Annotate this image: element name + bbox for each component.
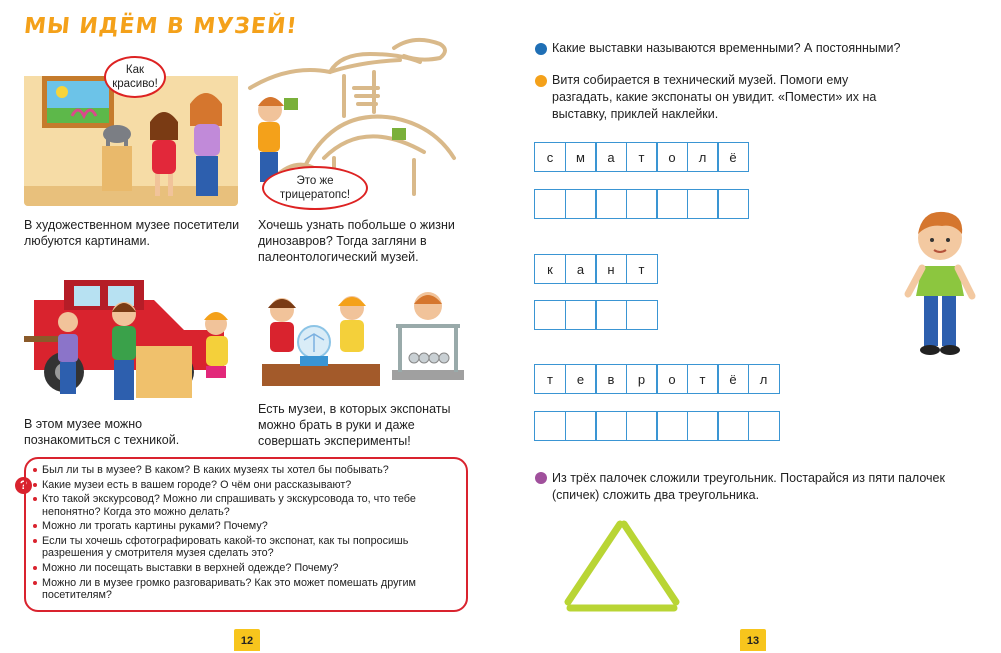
dino-speech-bubble: Это же трицератопс! <box>262 166 368 210</box>
list-item: Был ли ты в музее? В каком? В каких музеях ты хотел бы побывать? <box>42 464 458 476</box>
answer-cell[interactable] <box>717 189 749 219</box>
answer-cells-2 <box>534 300 656 330</box>
questions-list <box>42 464 458 601</box>
letter-cell: в <box>595 364 627 394</box>
list-item: Кто такой экскурсовод? Можно ли спрашивать у экскурсовода то, что тебе непонятно? Когда это можно делать? <box>42 493 458 517</box>
task-anagram-text: Витя собирается в технический музей. Помоги ему разгадать, какие экспонаты он увидит. «Помести» их на выставку, приклей наклейки. <box>552 73 877 121</box>
list-item: Какие музеи есть в вашем городе? О чём они рассказывают? <box>42 479 458 491</box>
letter-cell: е <box>565 364 597 394</box>
answer-cells-1 <box>534 189 748 219</box>
letter-cell: ё <box>717 364 749 394</box>
letter-cell: н <box>595 254 627 284</box>
answer-cell[interactable] <box>534 189 566 219</box>
letter-cell: к <box>534 254 566 284</box>
answer-cell[interactable] <box>748 411 780 441</box>
anagram-letters-2 <box>534 254 656 284</box>
letter-cell: т <box>534 364 566 394</box>
letter-cell: а <box>565 254 597 284</box>
page-title: МЫ ИДЁМ В МУЗЕЙ! <box>22 14 299 39</box>
question-exhibitions: Какие выставки называются временными? А постоянными? <box>552 41 901 55</box>
boy-vitya-illustration <box>900 210 980 356</box>
discussion-questions-box <box>24 457 468 612</box>
answer-cells-3 <box>534 411 778 441</box>
anagram-letters-1 <box>534 142 748 172</box>
tech-museum-illustration <box>24 260 242 408</box>
answer-cell[interactable] <box>565 189 597 219</box>
answer-cell[interactable] <box>595 189 627 219</box>
letter-cell: ё <box>717 142 749 172</box>
letter-cell: о <box>656 364 688 394</box>
answer-cell[interactable] <box>565 300 597 330</box>
list-item: Если ты хочешь сфотографировать какой-то экспонат, как ты попросишь разрешения у смотрителя музея сделать это? <box>42 535 458 559</box>
answer-cell[interactable] <box>534 411 566 441</box>
letter-cell: м <box>565 142 597 172</box>
list-item: Можно ли трогать картины руками? Почему? <box>42 520 458 532</box>
info-dot-icon <box>535 43 547 55</box>
sticks-triangle-illustration <box>562 518 682 614</box>
answer-cell[interactable] <box>626 189 658 219</box>
letter-cell: т <box>626 142 658 172</box>
letter-cell: с <box>534 142 566 172</box>
page-number-left: 12 <box>234 629 260 651</box>
answer-cell[interactable] <box>534 300 566 330</box>
answer-cell[interactable] <box>595 300 627 330</box>
task-triangles-text: Из трёх палочек сложили треугольник. Постарайся из пяти палочек (спичек) сложить два треугольника. <box>552 471 945 502</box>
letter-cell: т <box>687 364 719 394</box>
caption-dinosaur-museum: Хочешь узнать побольше о жизни динозавров? Тогда загляни в палеонтологический музей. <box>258 218 455 264</box>
task-dot-icon <box>535 472 547 484</box>
experiments-illustration <box>256 288 468 392</box>
caption-tech-museum: В этом музее можно познакомиться с техникой. <box>24 417 180 447</box>
art-speech-bubble: Как красиво! <box>104 56 166 98</box>
answer-cell[interactable] <box>626 411 658 441</box>
answer-cell[interactable] <box>626 300 658 330</box>
letter-cell: р <box>626 364 658 394</box>
list-item: Можно ли в музее громко разговаривать? Как это может помешать другим посетителям? <box>42 577 458 601</box>
anagram-letters-3 <box>534 364 778 394</box>
caption-art-museum: В художественном музее посетители любуются картинами. <box>24 218 240 248</box>
task-dot-icon <box>535 75 547 87</box>
answer-cell[interactable] <box>565 411 597 441</box>
list-item: Можно ли посещать выставки в верхней одежде? Почему? <box>42 562 458 574</box>
answer-cell[interactable] <box>656 411 688 441</box>
answer-cell[interactable] <box>595 411 627 441</box>
caption-experiments: Есть музеи, в которых экспонаты можно брать в руки и даже совершать эксперименты! <box>258 402 451 448</box>
letter-cell: л <box>687 142 719 172</box>
answer-cell[interactable] <box>687 411 719 441</box>
letter-cell: т <box>626 254 658 284</box>
letter-cell: а <box>595 142 627 172</box>
answer-cell[interactable] <box>656 189 688 219</box>
page-number-right: 13 <box>740 629 766 651</box>
answer-cell[interactable] <box>717 411 749 441</box>
letter-cell: о <box>656 142 688 172</box>
answer-cell[interactable] <box>687 189 719 219</box>
question-mark-icon: ? <box>15 477 32 494</box>
letter-cell: л <box>748 364 780 394</box>
